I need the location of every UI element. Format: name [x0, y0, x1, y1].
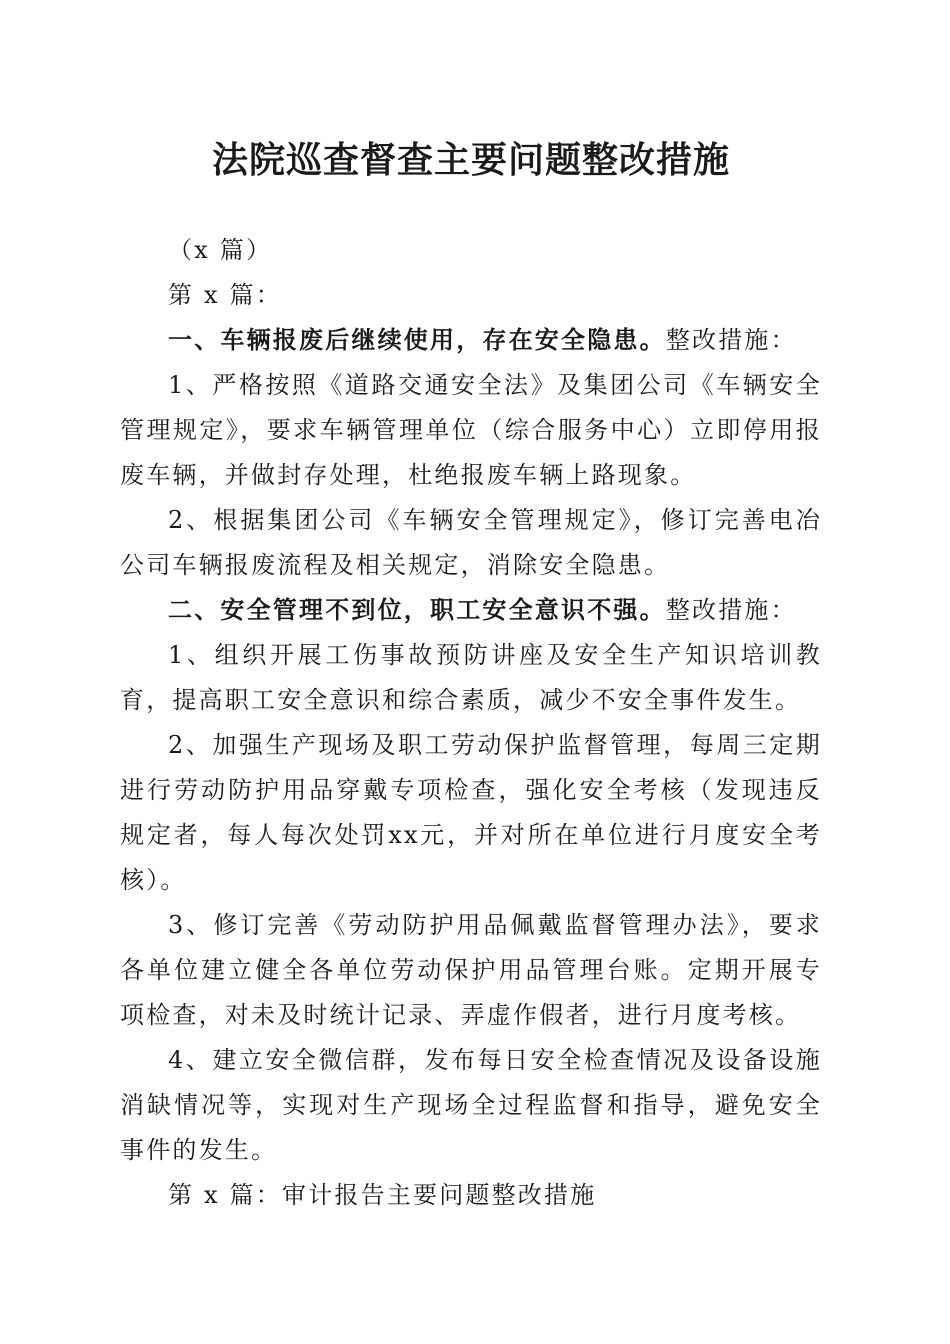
document-body	[120, 228, 822, 1218]
document-title: 法院巡查督查主要问题整改措施	[211, 139, 730, 181]
measure-1-1: 1、严格按照《道路交通安全法》及集团公司《车辆安全管理规定》，要求车辆管理单位（综合服务中心）立即停用报废车辆，并做封存处理，杜绝报废车辆上路现象。	[120, 371, 822, 489]
section-heading-2-tail: 整改措施：	[665, 596, 797, 624]
measure-2-3: 3、修订完善《劳动防护用品佩戴监督管理办法》，要求各单位建立健全各单位劳动保护用品管理台账。定期开展专项检查，对未及时统计记录、弄虚作假者，进行月度考核。	[120, 911, 822, 1029]
measure-2-4: 4、建立安全微信群，发布每日安全检查情况及设备设施消缺情况等，实现对生产现场全过程监督和指导，避免安全事件的发生。	[120, 1046, 822, 1164]
next-part-label: 第 x 篇：审计报告主要问题整改措施	[168, 1181, 597, 1209]
measure-2-1: 1、组织开展工伤事故预防讲座及安全生产知识培训教育，提高职工安全意识和综合素质，减少不安全事件发生。	[120, 641, 822, 714]
measure-1-2: 2、根据集团公司《车辆安全管理规定》，修订完善电冶公司车辆报废流程及相关规定，消除安全隐患。	[120, 506, 822, 579]
part-count-note: （x 篇）	[168, 236, 273, 264]
section-heading-1	[120, 318, 822, 363]
part-label: 第 x 篇：	[168, 281, 282, 309]
section-heading-1-tail: 整改措施：	[665, 326, 797, 354]
section-heading-2-lead: 二、安全管理不到位，职工安全意识不强。	[168, 596, 666, 624]
section-heading-2	[120, 588, 822, 633]
measure-2-2: 2、加强生产现场及职工劳动保护监督管理，每周三定期进行劳动防护用品穿戴专项检查，强化安全考核（发现违反规定者，每人每次处罚xx元，并对所在单位进行月度安全考核）。	[120, 731, 822, 894]
section-heading-1-lead: 一、车辆报废后继续使用，存在安全隐患。	[168, 326, 666, 354]
